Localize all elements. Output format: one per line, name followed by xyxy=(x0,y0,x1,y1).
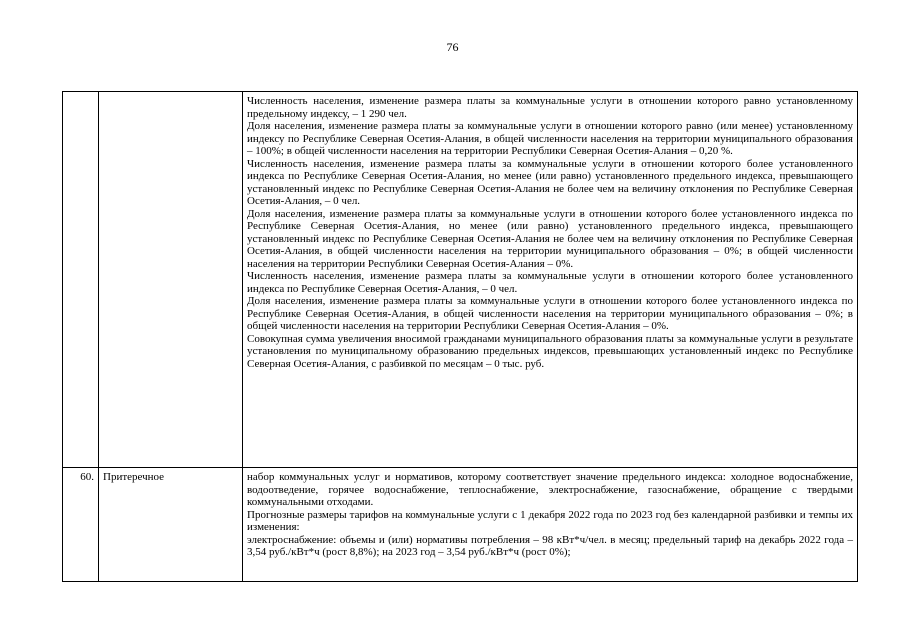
row-number-cell xyxy=(63,92,99,468)
description-paragraph: набор коммунальных услуг и нормативов, которому соответствует значение предельного индекса: холодное водоснабжение, водоотведение, горячее водоснабжение, теплоснабжение, электроснабжение, газоснабжение, обращение с твердыми коммунальными отходами. xyxy=(247,471,853,508)
table-row xyxy=(63,92,858,468)
page-number: 76 xyxy=(446,40,459,54)
description-paragraph: Численность населения, изменение размера платы за коммунальные услуги в отношении которого более установленного индекса по Республике Северная Осетия-Алания, – 0 чел. xyxy=(247,270,853,295)
description-paragraph: Прогнозные размеры тарифов на коммунальные услуги с 1 декабря 2022 года по 2023 год без календарной разбивки и темпы их изменения: xyxy=(247,508,853,533)
table-row xyxy=(63,468,858,582)
description-cell xyxy=(243,92,858,468)
row-number-cell: 60. xyxy=(63,468,99,582)
municipality-name-cell xyxy=(99,92,243,468)
description-cell xyxy=(243,468,858,582)
description-paragraph: Численность населения, изменение размера платы за коммунальные услуги в отношении которого более установленного индекса по Республике Северная Осетия-Алания, но менее (или равно) установленного предельного индекса, превышающего установленный индекс по Республике Северная Осетия-Алания не более чем на величину отклонения по Республике Северная Осетия-Алания, – 0 чел. xyxy=(247,157,853,207)
municipality-name-cell: Притеречное xyxy=(99,468,243,582)
description-paragraph: Доля населения, изменение размера платы за коммунальные услуги в отношении которого более установленного индекса по Республике Северная Осетия-Алания, в общей численности населения на территории муниципального образования – 0%; в общей численности населения на территории Республики Северная Осетия-Алания – 0%. xyxy=(247,295,853,332)
description-paragraph: Доля населения, изменение размера платы за коммунальные услуги в отношении которого более установленного индекса по Республике Северная Осетия-Алания, но менее (или равно) установленного предельного индекса, превышающего установленный индекс по Республике Северная Осетия-Алания не более чем на величину отклонения по Республике Северная Осетия-Алания, в общей численности населения на территории муниципального образования – 0%; в общей численности населения на территории Республики Северная Осетия-Алания – 0%. xyxy=(247,207,853,270)
document-table xyxy=(62,91,858,582)
description-paragraph: Совокупная сумма увеличения вносимой гражданами муниципального образования платы за коммунальные услуги в результате установления по муниципальному образованию предельных индексов, превышающих установленный индекс по Республике Северная Осетия-Алания, с разбивкой по месяцам – 0 тыс. руб. xyxy=(247,332,853,370)
description-paragraph: Численность населения, изменение размера платы за коммунальные услуги в отношении которого равно установленному предельному индексу, – 1 290 чел. xyxy=(247,95,853,120)
description-paragraph: Доля населения, изменение размера платы за коммунальные услуги в отношении которого равно (или менее) установленному индексу по Республике Северная Осетия-Алания, в общей численности населения на территории муниципального образования – 100%; в общей численности населения на территории Республики Северная Осетия-Алания – 0,20 %. xyxy=(247,120,853,157)
description-paragraph: электроснабжение: объемы и (или) нормативы потребления – 98 кВт*ч/чел. в месяц; предельный тариф на декабрь 2022 года – 3,54 руб./кВт*ч (рост 8,8%); на 2023 год – 3,54 руб./кВт*ч (рост 0%); xyxy=(247,533,853,558)
